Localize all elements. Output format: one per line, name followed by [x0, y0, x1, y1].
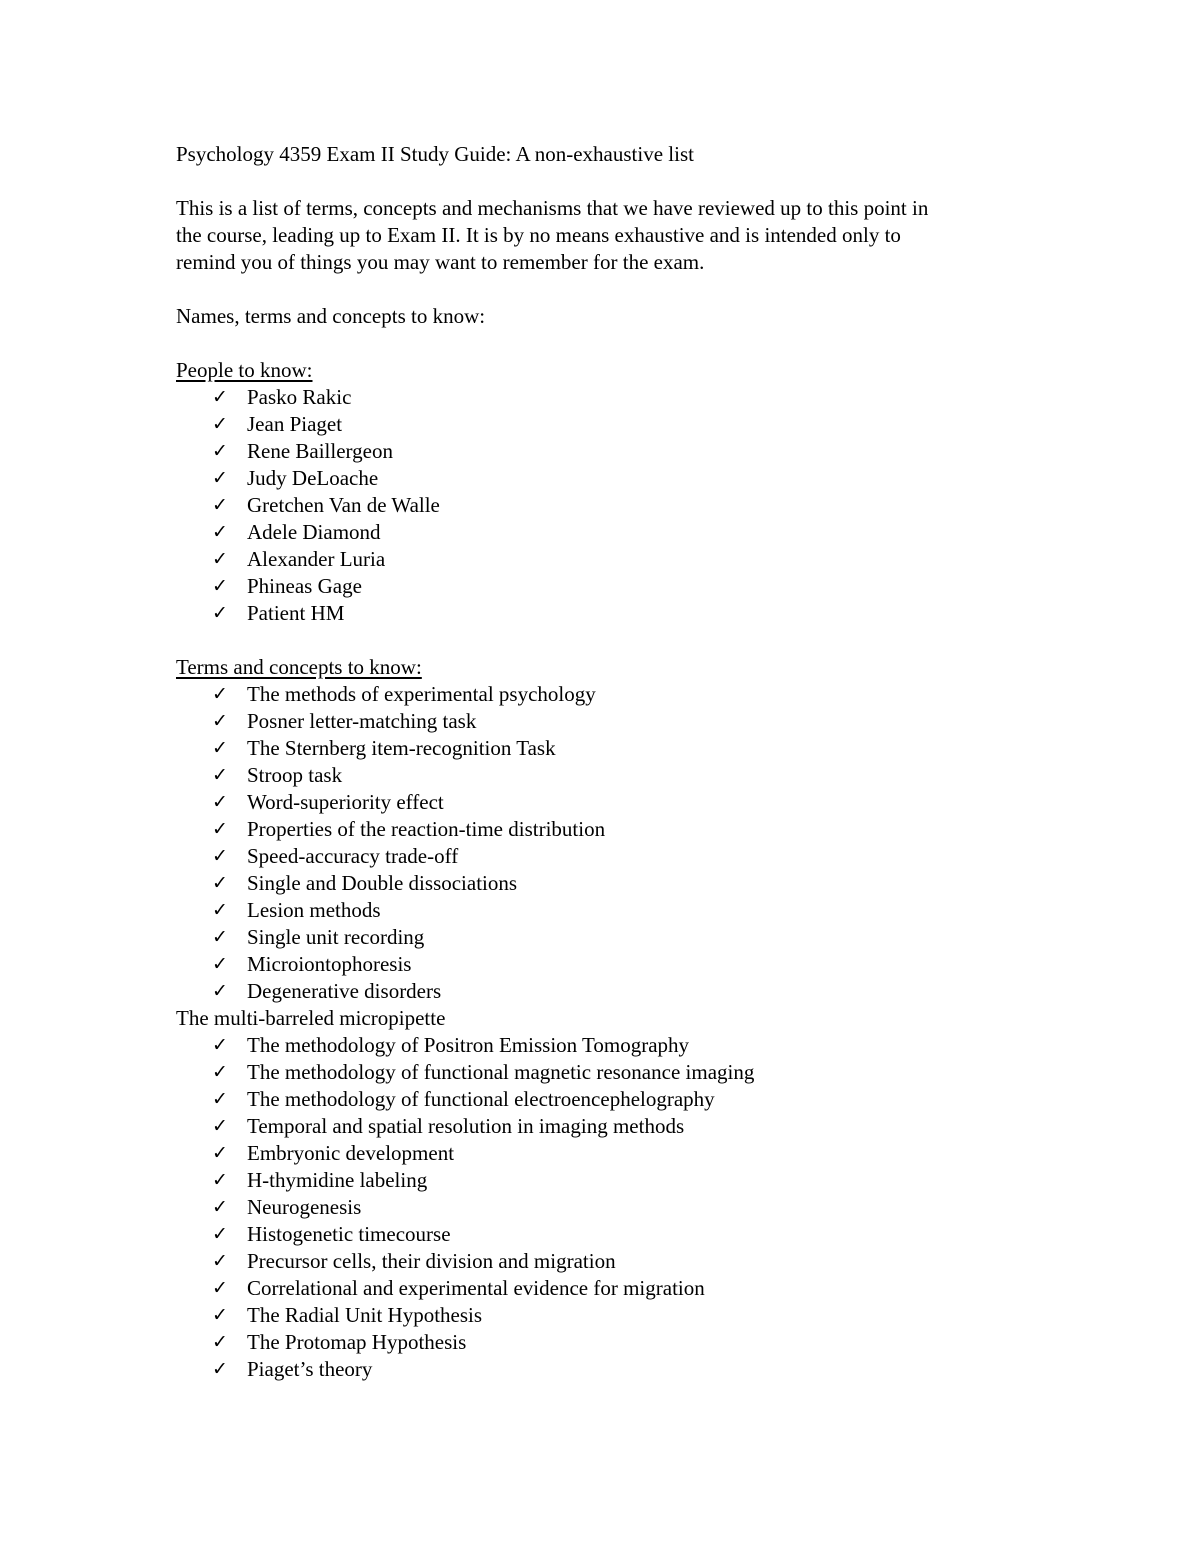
list-item — [176, 735, 1076, 762]
checkmark-icon: ✓ — [212, 710, 228, 732]
checkmark-icon: ✓ — [212, 683, 228, 705]
list-item — [176, 1032, 1076, 1059]
list-item — [176, 951, 1076, 978]
checkmark-icon: ✓ — [212, 980, 228, 1002]
checkmark-icon: ✓ — [212, 1088, 228, 1110]
document-page — [176, 141, 1076, 1383]
list-item — [176, 789, 1076, 816]
list-item-text: The methods of experimental psychology — [247, 682, 596, 706]
list-item-text: Pasko Rakic — [247, 385, 352, 409]
list-item — [176, 681, 1076, 708]
list-item — [176, 1302, 1076, 1329]
list-item-text: Embryonic development — [247, 1141, 455, 1165]
checkmark-icon: ✓ — [212, 602, 228, 624]
checkmark-icon: ✓ — [212, 737, 228, 759]
list-item — [176, 762, 1076, 789]
list-item — [176, 573, 1076, 600]
checkmark-icon: ✓ — [212, 548, 228, 570]
list-item — [176, 816, 1076, 843]
list-item — [176, 519, 1076, 546]
checkmark-icon: ✓ — [212, 521, 228, 543]
list-item — [176, 843, 1076, 870]
list-item-text: Posner letter-matching task — [247, 709, 477, 733]
checkmark-icon: ✓ — [212, 872, 228, 894]
checkmark-icon: ✓ — [212, 953, 228, 975]
checkmark-icon: ✓ — [212, 1277, 228, 1299]
list-item — [176, 1356, 1076, 1383]
list-item-text: Phineas Gage — [247, 574, 362, 598]
list-item-text: Single and Double dissociations — [247, 871, 518, 895]
checkmark-icon: ✓ — [212, 1061, 228, 1083]
checkmark-icon: ✓ — [212, 764, 228, 786]
intro-line: This is a list of terms, concepts and mechanisms that we have reviewed up to this point in — [176, 196, 929, 220]
list-item-text: Histogenetic timecourse — [247, 1222, 451, 1246]
list-item-text: Word-superiority effect — [247, 790, 444, 814]
checkmark-icon: ✓ — [212, 467, 228, 489]
checkmark-icon: ✓ — [212, 1250, 228, 1272]
checkmark-icon: ✓ — [212, 1142, 228, 1164]
list-item-text: The methodology of functional electroencephelography — [247, 1087, 715, 1111]
list-item-text: Judy DeLoache — [247, 466, 379, 490]
terms-list — [176, 1032, 1076, 1383]
names-heading: Names, terms and concepts to know: — [176, 304, 486, 328]
list-item — [176, 1275, 1076, 1302]
list-item — [176, 438, 1076, 465]
people-list — [176, 384, 1076, 627]
checkmark-icon: ✓ — [212, 1223, 228, 1245]
list-item-text: Speed-accuracy trade-off — [247, 844, 459, 868]
checkmark-icon: ✓ — [212, 413, 228, 435]
checkmark-icon: ✓ — [212, 845, 228, 867]
checkmark-icon: ✓ — [212, 1331, 228, 1353]
list-item-text: The Radial Unit Hypothesis — [247, 1303, 483, 1327]
list-item-text: Properties of the reaction-time distribution — [247, 817, 606, 841]
list-item-text: Lesion methods — [247, 898, 381, 922]
spacer — [176, 168, 1076, 195]
list-item — [176, 978, 1076, 1005]
list-item — [176, 600, 1076, 627]
spacer — [176, 276, 1076, 303]
list-item — [176, 1221, 1076, 1248]
list-item — [176, 1194, 1076, 1221]
checkmark-icon: ✓ — [212, 791, 228, 813]
list-item — [176, 1059, 1076, 1086]
list-item-text: H-thymidine labeling — [247, 1168, 428, 1192]
intro-line: the course, leading up to Exam II. It is by no means exhaustive and is intended only to — [176, 223, 901, 247]
list-item-text: Adele Diamond — [247, 520, 381, 544]
spacer — [176, 627, 1076, 654]
list-item-text: The methodology of Positron Emission Tomography — [247, 1033, 690, 1057]
terms-plain-line: The multi-barreled micropipette — [176, 1006, 446, 1030]
checkmark-icon: ✓ — [212, 899, 228, 921]
list-item-text: The Protomap Hypothesis — [247, 1330, 467, 1354]
list-item — [176, 492, 1076, 519]
list-item — [176, 924, 1076, 951]
list-item-text: Precursor cells, their division and migration — [247, 1249, 616, 1273]
list-item — [176, 1248, 1076, 1275]
list-item — [176, 1086, 1076, 1113]
list-item-text: Jean Piaget — [247, 412, 343, 436]
people-heading: People to know: — [176, 358, 313, 382]
list-item — [176, 1113, 1076, 1140]
list-item-text: The methodology of functional magnetic resonance imaging — [247, 1060, 755, 1084]
list-item-text: Piaget’s theory — [247, 1357, 373, 1381]
terms-heading: Terms and concepts to know: — [176, 655, 422, 679]
list-item — [176, 384, 1076, 411]
list-item-text: Rene Baillergeon — [247, 439, 393, 463]
list-item-text: Single unit recording — [247, 925, 425, 949]
list-item-text: Neurogenesis — [247, 1195, 362, 1219]
list-item-text: Temporal and spatial resolution in imaging methods — [247, 1114, 685, 1138]
checkmark-icon: ✓ — [212, 1034, 228, 1056]
list-item-text: The Sternberg item-recognition Task — [247, 736, 556, 760]
terms-list — [176, 681, 1076, 1005]
checkmark-icon: ✓ — [212, 1196, 228, 1218]
list-item — [176, 546, 1076, 573]
checkmark-icon: ✓ — [212, 1358, 228, 1380]
document-title: Psychology 4359 Exam II Study Guide: A non-exhaustive list — [176, 142, 694, 166]
list-item-text: Gretchen Van de Walle — [247, 493, 440, 517]
checkmark-icon: ✓ — [212, 386, 228, 408]
list-item — [176, 1329, 1076, 1356]
intro-line: remind you of things you may want to remember for the exam. — [176, 250, 705, 274]
list-item-text: Alexander Luria — [247, 547, 386, 571]
checkmark-icon: ✓ — [212, 1115, 228, 1137]
checkmark-icon: ✓ — [212, 440, 228, 462]
list-item — [176, 1167, 1076, 1194]
list-item-text: Microiontophoresis — [247, 952, 412, 976]
checkmark-icon: ✓ — [212, 1304, 228, 1326]
list-item — [176, 708, 1076, 735]
checkmark-icon: ✓ — [212, 494, 228, 516]
checkmark-icon: ✓ — [212, 575, 228, 597]
spacer — [176, 330, 1076, 357]
list-item-text: Correlational and experimental evidence for migration — [247, 1276, 705, 1300]
list-item — [176, 465, 1076, 492]
list-item — [176, 1140, 1076, 1167]
list-item-text: Patient HM — [247, 601, 345, 625]
list-item-text: Degenerative disorders — [247, 979, 442, 1003]
list-item — [176, 870, 1076, 897]
checkmark-icon: ✓ — [212, 818, 228, 840]
list-item-text: Stroop task — [247, 763, 343, 787]
checkmark-icon: ✓ — [212, 1169, 228, 1191]
checkmark-icon: ✓ — [212, 926, 228, 948]
list-item — [176, 897, 1076, 924]
list-item — [176, 411, 1076, 438]
